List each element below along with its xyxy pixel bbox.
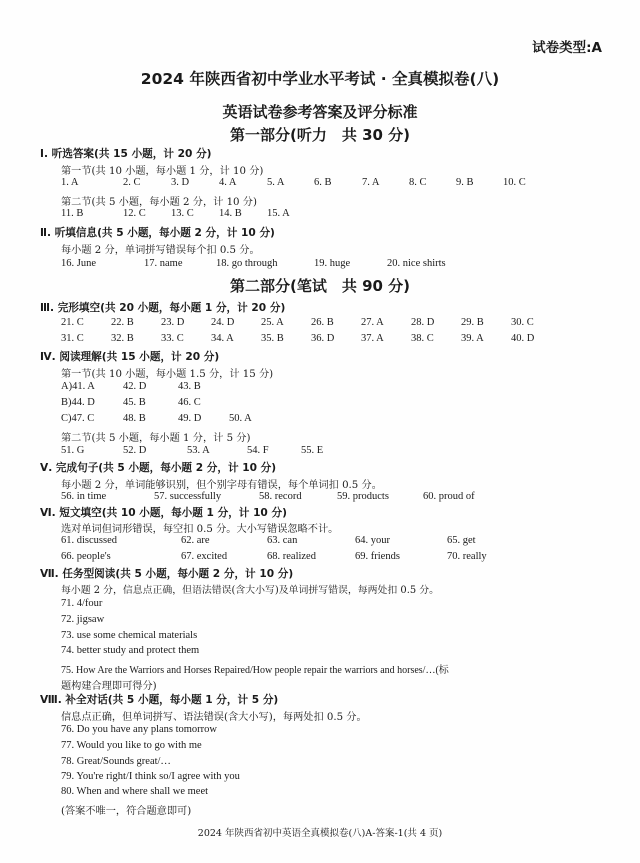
answer-line: 73. use some chemical materials [61,630,198,641]
answer-item: B)44. D [61,397,95,408]
answer-item: 69. friends [355,551,400,562]
answer-line: 72. jigsaw [61,614,105,625]
section-6-note: 选对单词但词形错误，每空扣 0.5 分。大小写错误忽略不计。 [61,524,339,535]
answer-item: 70. really [447,551,487,562]
answer-item: 9. B [456,177,474,188]
answer-item: 46. C [178,397,201,408]
section-8-header: Ⅷ. 补全对话(共 5 小题，每小题 1 分，计 5 分) [40,694,279,706]
answer-item: 43. B [178,381,201,392]
answer-line: 78. Great/Sounds great/… [61,756,171,767]
answer-line: 79. You're right/I think so/I agree with you [61,771,240,782]
answer-item: 26. B [311,317,334,328]
answer-item: 1. A [61,177,79,188]
section-1-sub2: 第二节(共 5 小题，每小题 2 分，计 10 分) [61,197,257,208]
answer-item: 13. C [171,208,194,219]
answer-item: 40. D [511,333,535,344]
answer-line-continued: 题构建合理即可得分) [61,681,157,692]
section-2-header: Ⅱ. 听填信息(共 5 小题，每小题 2 分，计 10 分) [40,227,275,239]
answer-item: 16. June [61,258,96,269]
answer-item: 49. D [178,413,202,424]
answer-item: 38. C [411,333,434,344]
answer-item: 3. D [171,177,190,188]
answer-item: 28. D [411,317,435,328]
answer-item: 55. E [301,445,324,456]
section-4-sub2: 第二节(共 5 小题，每小题 1 分，计 5 分) [61,433,251,444]
answer-item: 59. products [337,491,389,502]
answer-item: 50. A [229,413,252,424]
answer-item: 57. successfully [154,491,222,502]
answer-line: 76. Do you have any plans tomorrow [61,724,218,735]
section-4-sub1: 第一节(共 10 小题，每小题 1.5 分，计 15 分) [61,369,274,380]
section-4-header: Ⅳ. 阅读理解(共 15 小题，计 20 分) [40,351,220,363]
section-3-header: Ⅲ. 完形填空(共 20 小题，每小题 1 分，计 20 分) [40,302,286,314]
section-8-note: 信息点正确，但单词拼写、语法错误(含大小写)，每两处扣 0.5 分。 [61,712,367,723]
answer-item: 8. C [409,177,427,188]
answer-line: 80. When and where shall we meet [61,786,209,797]
answer-item: 48. B [123,413,146,424]
answer-item: 30. C [511,317,534,328]
answer-item: 45. B [123,397,146,408]
answer-item: 56. in time [61,491,107,502]
answer-item: 60. proud of [423,491,475,502]
section-5-note: 每小题 2 分，单词能够识别，但个别字母有错误，每个单词扣 0.5 分。 [61,480,382,491]
part1-title: 第一部分(听力 共 30 分) [229,126,411,144]
answer-item: 63. can [267,535,298,546]
answer-item: 4. A [219,177,237,188]
answer-item: 14. B [219,208,242,219]
answer-item: 34. A [211,333,234,344]
section-1-header: Ⅰ. 听选答案(共 15 小题，计 20 分) [40,148,212,160]
answer-item: 7. A [362,177,380,188]
answer-item: 54. F [247,445,269,456]
answer-item: 65. get [447,535,476,546]
section-5-header: Ⅴ. 完成句子(共 5 小题，每小题 2 分，计 10 分) [40,462,277,474]
answer-item: 20. nice shirts [387,258,446,269]
answer-item: 21. C [61,317,84,328]
answer-item: 27. A [361,317,384,328]
answer-item: 61. discussed [61,535,117,546]
answer-item: 12. C [123,208,146,219]
answer-item: 64. your [355,535,390,546]
page-subtitle: 英语试卷参考答案及评分标准 [222,103,418,121]
section-1-sub1: 第一节(共 10 小题，每小题 1 分，计 10 分) [61,166,264,177]
answer-line: 74. better study and protect them [61,645,200,656]
section-6-header: Ⅵ. 短文填空(共 10 小题，每小题 1 分，计 10 分) [40,507,287,519]
answer-line: 75. How Are the Warriors and Horses Repaired/How people repair the warriors and horses/…(标 [61,665,449,676]
answer-item: 25. A [261,317,284,328]
page-title: 2024 年陕西省初中学业水平考试 · 全真模拟卷(八) [140,70,500,88]
answer-item: 62. are [181,535,210,546]
section-8-closing: (答案不唯一，符合题意即可) [61,806,192,817]
answer-item: 42. D [123,381,147,392]
answer-item: 36. D [311,333,335,344]
answer-item: 35. B [261,333,284,344]
answer-item: 17. name [144,258,183,269]
answer-item: 11. B [61,208,84,219]
answer-item: C)47. C [61,413,95,424]
answer-item: A)41. A [61,381,95,392]
answer-item: 2. C [123,177,141,188]
answer-item: 5. A [267,177,285,188]
answer-item: 31. C [61,333,84,344]
answer-item: 37. A [361,333,384,344]
answer-item: 22. B [111,317,134,328]
answer-item: 53. A [187,445,210,456]
section-7-note: 每小题 2 分，信息点正确，但语法错误(含大小写)及单词拼写错误，每两处扣 0.5 分。 [61,585,440,596]
paper-type-label: 试卷类型:A [532,40,602,56]
section-2-note: 每小题 2 分，单词拼写错误每个扣 0.5 分。 [61,245,260,256]
answer-item: 10. C [503,177,526,188]
answer-item: 23. D [161,317,185,328]
answer-item: 19. huge [314,258,351,269]
answer-item: 58. record [259,491,302,502]
part2-title: 第二部分(笔试 共 90 分) [229,277,411,295]
answer-item: 6. B [314,177,332,188]
answer-item: 18. go through [216,258,278,269]
answer-line: 77. Would you like to go with me [61,740,202,751]
answer-item: 68. realized [267,551,316,562]
answer-item: 32. B [111,333,134,344]
answer-item: 67. excited [181,551,228,562]
page-footer: 2024 年陕西省初中英语全真模拟卷(八)A-答案-1(共 4 页) [197,828,443,839]
answer-item: 51. G [61,445,85,456]
answer-item: 33. C [161,333,184,344]
answer-item: 24. D [211,317,235,328]
answer-item: 15. A [267,208,290,219]
answer-item: 66. people's [61,551,111,562]
answer-item: 52. D [123,445,147,456]
answer-item: 29. B [461,317,484,328]
section-7-header: Ⅶ. 任务型阅读(共 5 小题，每小题 2 分，计 10 分) [40,568,294,580]
answer-item: 39. A [461,333,484,344]
answer-line: 71. 4/four [61,598,103,609]
